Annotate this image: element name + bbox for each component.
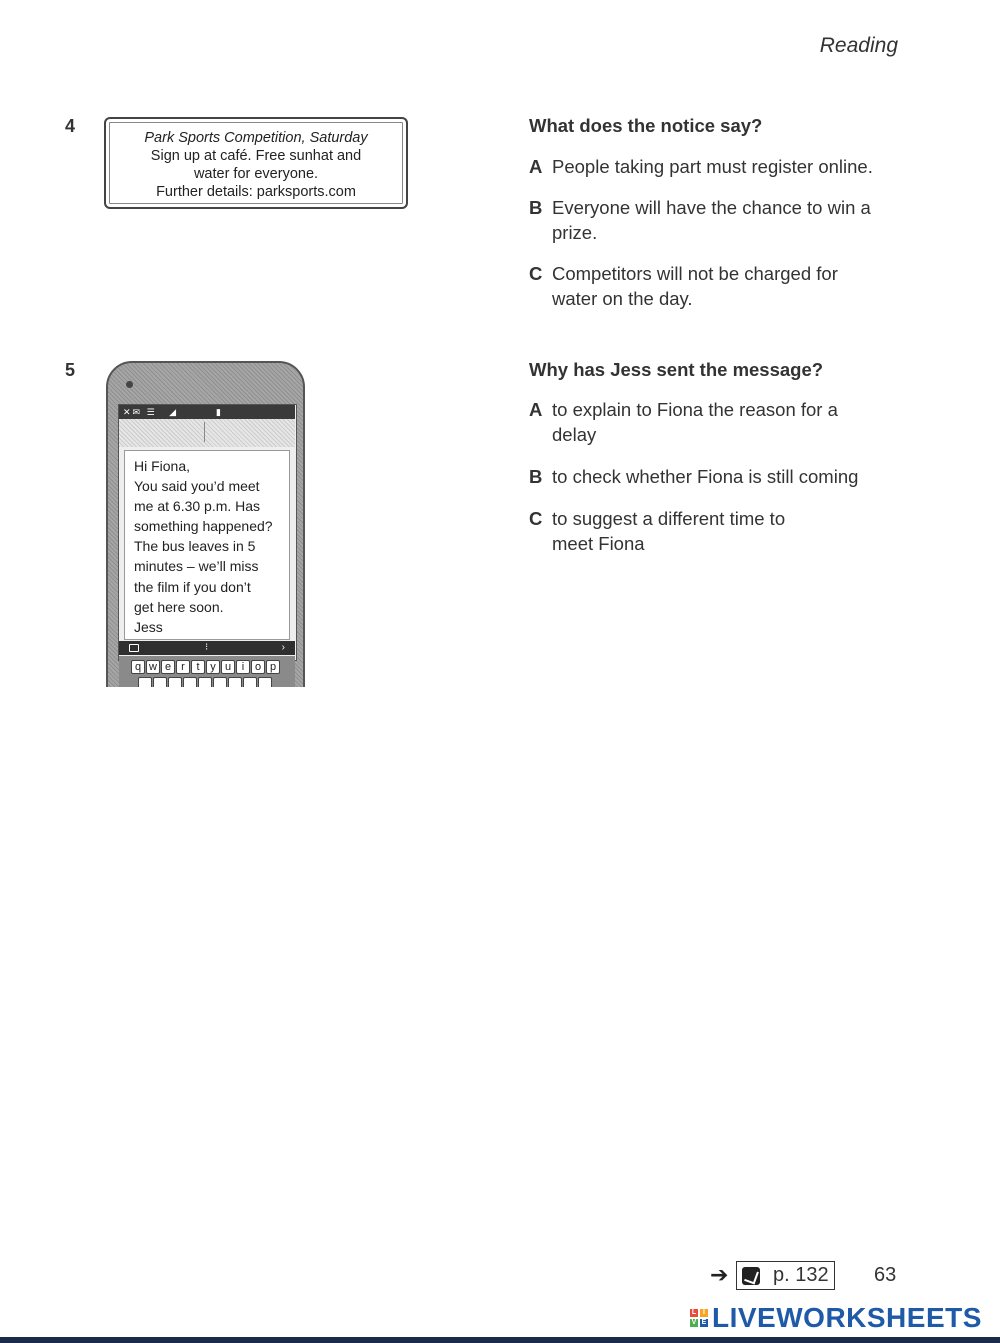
text-cursor <box>204 422 205 442</box>
notice-title: Park Sports Competition, Saturday <box>144 130 368 146</box>
keyboard-key: q <box>131 660 145 674</box>
question-5-text: Why has Jess sent the message? <box>529 359 824 380</box>
camera-icon <box>129 644 139 652</box>
keyboard-key: e <box>161 660 175 674</box>
option-letter: A <box>529 156 543 177</box>
bottom-border <box>0 1337 1000 1343</box>
separator-icon: ⁝ <box>205 642 209 653</box>
notice-line-2: water for everyone. <box>193 166 319 182</box>
status-icons: ✕✉ ☰ <box>123 407 157 417</box>
message-line: Jess <box>134 618 163 635</box>
signal-battery-icons: ◢▮ <box>169 407 261 417</box>
message-line: me at 6.30 p.m. Has <box>134 498 261 515</box>
q4-option-a[interactable] <box>529 154 909 179</box>
message-line: Hi Fiona, <box>134 458 191 474</box>
option-letter: B <box>529 197 543 218</box>
q4-option-c[interactable] <box>529 261 874 311</box>
keyboard-key: i <box>236 660 250 674</box>
park-notice <box>104 117 408 209</box>
question-number-4: 4 <box>65 116 76 136</box>
option-letter: B <box>529 466 543 487</box>
notice-line-3: Further details: parksports.com <box>156 184 356 200</box>
logo-mark-icon <box>690 1309 708 1327</box>
keyboard-key: o <box>251 660 265 674</box>
keyboard-toolbar <box>119 641 295 655</box>
keyboard-key: r <box>176 660 190 674</box>
message-line: You said you’d meet <box>134 478 260 495</box>
logo-letter: E <box>701 1319 707 1326</box>
liveworksheets-logo[interactable] <box>690 1303 982 1333</box>
option-text: to suggest a different time to meet Fiona <box>552 508 786 554</box>
phone-camera-icon <box>126 381 133 388</box>
phone-input-area <box>119 419 295 447</box>
q4-option-b[interactable] <box>529 195 889 245</box>
illustration-crop <box>100 687 315 727</box>
logo-letter: V <box>691 1319 697 1326</box>
q5-option-a[interactable] <box>529 397 849 447</box>
q5-option-c[interactable] <box>529 506 819 556</box>
option-text: to explain to Fiona the reason for a delay <box>552 399 838 445</box>
option-letter: C <box>529 508 543 529</box>
q5-option-b[interactable] <box>529 464 909 489</box>
keyboard-key: w <box>146 660 160 674</box>
page-reference-text: p. 132 <box>773 1264 829 1286</box>
arrow-right-icon: ➔ <box>710 1262 729 1287</box>
keyboard-key: t <box>191 660 205 674</box>
keyboard-key: p <box>266 660 280 674</box>
phone-keyboard <box>119 656 295 688</box>
logo-letter: I <box>700 1309 708 1317</box>
logo-letter: L <box>691 1309 697 1316</box>
option-text: Competitors will not be charged for water on the day. <box>552 263 838 309</box>
keyboard-key: u <box>221 660 235 674</box>
phone-status-bar <box>119 405 295 419</box>
option-text: to check whether Fiona is still coming <box>552 466 859 487</box>
question-number-5: 5 <box>65 360 76 380</box>
section-title: Reading <box>819 34 898 57</box>
notice-line-1: Sign up at café. Free sunhat and <box>150 148 362 164</box>
page-reference-link[interactable] <box>736 1261 835 1290</box>
message-line: minutes – we’ll miss <box>134 558 259 575</box>
message-line: get here soon. <box>134 598 224 615</box>
text-message <box>124 450 290 640</box>
option-letter: A <box>529 399 543 420</box>
option-text: People taking part must register online. <box>552 156 873 177</box>
message-line: The bus leaves in 5 <box>134 538 256 555</box>
keyboard-key: y <box>206 660 220 674</box>
page-number: 63 <box>874 1264 897 1286</box>
option-text: Everyone will have the chance to win a prize. <box>552 197 871 243</box>
message-line: something happened? <box>134 518 273 535</box>
chevron-right-icon: › <box>281 642 285 653</box>
option-letter: C <box>529 263 543 284</box>
message-line: the film if you don’t <box>134 578 251 595</box>
logo-text: LIVEWORKSHEETS <box>712 1302 982 1333</box>
question-4-text: What does the notice say? <box>529 115 763 136</box>
reference-book-icon <box>742 1267 760 1285</box>
